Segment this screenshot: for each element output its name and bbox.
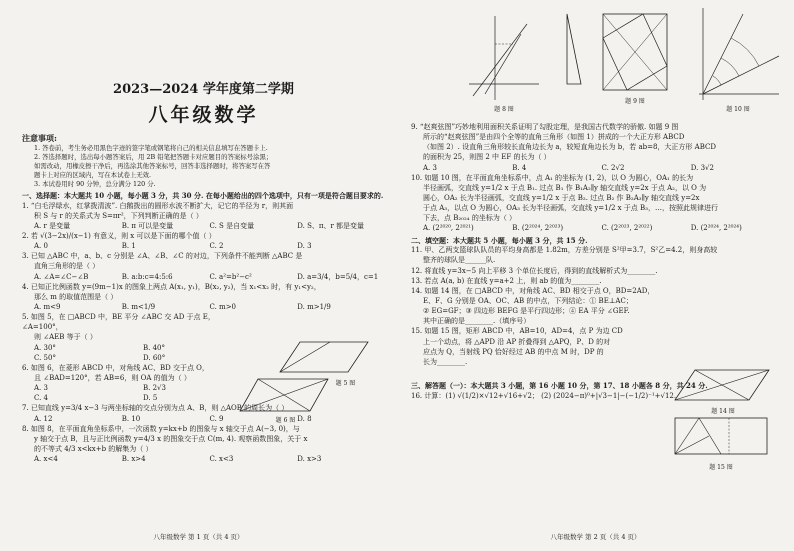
option-d: D. 5 (143, 394, 158, 403)
question-14-cont-3: 其中正确的是________.（填序号） (423, 317, 531, 326)
option-a: A. (2²⁰²⁰, 2²⁰²¹) (423, 224, 474, 233)
question-5-cont: 则 ∠AEB 等于（ ） (34, 333, 97, 342)
option-c: C. m>0 (209, 303, 237, 312)
question-6-options-2 (22, 393, 252, 403)
option-a: A. ∠A=∠C−∠B (34, 272, 89, 281)
footer-page-1: 八年级数学 第 1 页（共 4 页） (153, 533, 244, 541)
option-b: B. 1 (121, 242, 136, 251)
question-5-options-2 (22, 353, 252, 363)
question-9-cont: 所示的“赵爽弦图”是由四个全等的直角三角形（如图 1）拼成的一个大正方形 ABCD (423, 133, 685, 142)
question-5-options (22, 343, 252, 353)
option-c: C. (2²⁰²³, 2²⁰²²) (601, 224, 653, 233)
question-8-cont: y 轴交于点 B，且与正比例函数 y=4/3 x 的图象交于点 C(m, 4). 观察函数图象，关于 x (34, 434, 308, 443)
option-c: C. a²=b²−c² (209, 272, 252, 281)
question-14: 14. 如题 14 图，在 □ABCD 中，对角线 AC、BD 相交于点 O，BD=2AD， (411, 286, 655, 295)
option-d: D. 3√2 (690, 163, 714, 172)
question-10-options (411, 223, 780, 233)
notice-line: 3. 本试卷用时 90 分钟，总分满分 120 分. (34, 179, 156, 188)
option-d: D. S、π、r 都是变量 (297, 221, 365, 230)
question-2-options (22, 241, 385, 251)
option-b: B. 2√3 (143, 384, 166, 393)
figure-9b (597, 8, 673, 105)
question-6-options (22, 383, 252, 393)
option-b: B. a:b:c=4:5:6 (121, 272, 173, 281)
option-c: C. 2 (209, 242, 224, 251)
option-c: C. 4 (34, 394, 49, 403)
option-a: A. m<9 (34, 303, 61, 312)
notice-line: 2. 答选择题时，选出每小题答案后，用 2B 铅笔把答题卡对应题目的答案标号涂黑； (34, 152, 273, 161)
figure-6 (238, 375, 333, 424)
option-c: C. x<3 (209, 455, 234, 464)
question-9-options (411, 163, 780, 173)
figure-9a (559, 10, 589, 90)
question-10-cont-3: 于点 A₃，以点 O 为圆心，OA₃ 长为半径画弧，交直线 y=1/2 x 于点 B₃，…，按照此规律进行 (423, 204, 718, 213)
figure-10 (693, 4, 783, 113)
figure-9-caption: 题 9 图 (625, 98, 645, 105)
option-c: C. 50° (34, 353, 56, 362)
question-15-cont-3: 长为________. (423, 357, 468, 366)
figure-14 (673, 366, 773, 415)
question-3-cont: 直角三角形的是（ ） (34, 262, 100, 271)
option-c: C. 2√2 (601, 163, 625, 172)
question-8: 8. 如图 8，在平面直角坐标系中，一次函数 y=kx+b 的图象与 x 轴交于点 A(−3, 0)，与 (22, 424, 300, 433)
notice-line: 题卡上对应的区域内，写在本试卷上无效. (34, 170, 152, 179)
figure-15 (669, 412, 773, 471)
question-3: 3. 已知 △ABC 中，a、b、c 分别是 ∠A、∠B、∠C 的对边，下列条件不能判断 △ABC 是 (22, 252, 303, 261)
exam-subject: 八年级数学 (148, 104, 259, 126)
question-9: 9. “赵爽弦图”巧妙地利用面积关系证明了勾股定理，是我国古代数学的骄傲. 如题 9 图 (411, 123, 679, 131)
option-d: D. m>1/9 (297, 303, 331, 312)
option-a: A. 30° (34, 343, 56, 352)
question-15: 15. 如题 15 图，矩形 ABCD 中，AB=10，AD=4，点 P 为边 CD (411, 327, 623, 336)
rectangle-fold-diagram (669, 412, 773, 462)
question-10-cont-2: 圆心，OA₂ 长为半径画弧，交直线 y=1/2 x 于点 B₂. 过点 B₂ 作 B₂A₃∥y 轴交直线 y=2x (423, 193, 700, 202)
question-10-cont: 半径画弧，交直线 y=1/2 x 于点 B₁. 过点 B₁ 作 B₁A₂∥y 轴交直线 y=2x 于点 A₂，以 O 为 (423, 183, 707, 192)
figures-row (411, 4, 780, 122)
question-8-options (22, 454, 385, 464)
question-9-cont-3: 的面积为 25，则图 2 中 EF 的长为（ ） (423, 153, 551, 162)
question-4-cont: 那么 m 的取值范围是（ ） (34, 292, 118, 301)
figure-8-caption: 题 8 图 (494, 106, 514, 113)
parallelogram-diagram (278, 338, 373, 378)
option-c: C. S 是自变量 (209, 221, 255, 230)
question-11-cont: 整齐的球队是______队. (423, 256, 496, 265)
spiral-graph-10 (693, 4, 783, 104)
option-b: B. 10 (121, 414, 141, 423)
question-12: 12. 将直线 y=3x−5 向上平移 3 个单位长度后，得到的直线解析式为________. (411, 266, 658, 275)
option-c: C. 9 (209, 414, 224, 423)
function-graph-8 (465, 4, 543, 104)
figure-8 (465, 4, 543, 113)
option-b: B. 4 (512, 163, 527, 172)
question-4-options (22, 302, 385, 312)
question-14-cont-2: ② EG=GF；③ 四边形 BEFG 是平行四边形；④ EA 平分 ∠GEF. (423, 307, 630, 316)
rhombus-diagram (238, 375, 333, 415)
notice-header: 注意事项: (22, 133, 57, 143)
zhao-shuang-diagram (597, 8, 673, 96)
option-d: D. 3 (297, 242, 312, 251)
notice-line: 如需改动，用橡皮擦干净后，再选涂其他答案标号，回答非选择题时，将答案写在答 (34, 161, 271, 170)
question-15-cont: 上一个动点，将 △APD 沿 AP 折叠得到 △APQ，P、D 的对 (423, 337, 611, 346)
footer-page-2: 八年级数学 第 2 页（共 4 页） (550, 533, 641, 541)
question-6-cont: 且 ∠BAD=120°，若 AB=6，则 OA 的值为（ ） (34, 374, 191, 383)
option-d: D. 60° (143, 353, 166, 362)
option-b: B. π 可以是变量 (121, 221, 174, 230)
question-4: 4. 已知正比例函数 y=(9m−1)x 的图象上两点 A(x₁, y₁)，B(x₂, y₂)，当 x₁<x₂ 时，有 y₁<y₂， (22, 282, 321, 291)
question-5: 5. 如图 5，在 □ABCD 中，BE 平分 ∠ABC 交 AD 于点 E，∠A=100°， (22, 313, 215, 332)
figure-10-caption: 题 10 图 (726, 106, 750, 113)
question-1-cont: 积 S 与 r 的关系式为 S=πr²，下列判断正确的是（ ） (34, 211, 203, 220)
option-a: A. 3 (423, 163, 437, 172)
option-a: A. 12 (34, 414, 53, 423)
question-7: 7. 已知直线 y=3/4 x−3 与两坐标轴的交点分别为点 A、B，则 △AOB 的周长为（ ） (22, 404, 289, 413)
question-10-cont-4: 下去，点 B₂₀₂₄ 的坐标为（ ） (423, 214, 517, 223)
question-16: 16. 计算：(1) √(1/2)×√12+√16+√2； (2) (2024−π)⁰+|√3−1|−(−1/2)⁻¹+√12. (411, 391, 677, 400)
option-a: A. 0 (34, 242, 48, 251)
section-1-heading: 一、选择题：本大题共 10 小题，每小题 3 分，共 30 分. 在每小题给出的四个选项中，只有一项是符合题目要求的. (22, 190, 384, 200)
section-3-heading: 三、解答题（一）：本大题共 3 小题，第 16 小题 10 分，第 17、18 小题各 8 分，共 24 分. (411, 381, 708, 391)
option-a: A. 3 (34, 384, 48, 393)
option-b: B. 40° (143, 343, 166, 352)
question-14-cont: E、F、G 分别是 OA、OC、AB 的中点，下列结论：① BE⊥AC； (423, 297, 633, 306)
figure-6-caption: 题 6 图 (275, 417, 296, 424)
question-8-cont-2: 的不等式 4/3 x<kx+b 的解集为（ ） (34, 445, 153, 454)
question-1-options (22, 221, 385, 231)
option-d: D. 8 (297, 414, 312, 423)
question-1: 1. “白毛浮绿水，红掌拨清波”. 白鹅拨出的圆形水波不断扩大，记它的半径为 r，则其面 (22, 201, 294, 210)
figure-5-caption: 题 5 图 (335, 380, 356, 387)
question-3-options (22, 272, 385, 282)
option-a: A. r 是变量 (34, 221, 71, 230)
question-6: 6. 如图 6，在菱形 ABCD 中，对角线 AC、BD 交于点 O， (22, 363, 209, 372)
question-11: 11. 甲、乙两支篮球队队员的平均身高都是 1.82m，方差分别是 S²甲=3.7，S²乙=4.2，则身高较 (411, 246, 718, 255)
option-a: A. x<4 (34, 455, 58, 464)
figure-14-caption: 题 14 图 (711, 408, 735, 415)
exam-year: 2023—2024 学年度第二学期 (113, 82, 294, 97)
question-2: 2. 若 √(3−2x)/(x−1) 有意义，则 x 可以是下面的哪个值（ ） (22, 232, 216, 241)
page-2 (397, 0, 794, 551)
question-15-cont-2: 应点为 Q，当射线 PQ 恰好经过 AB 的中点 M 时，DP 的 (423, 347, 604, 356)
section-2-heading: 二、填空题：本大题共 5 小题，每小题 3 分，共 15 分. (411, 235, 588, 245)
right-triangle-diagram (559, 10, 589, 90)
question-10: 10. 如题 10 图，在平面直角坐标系中，点 A₁ 的坐标为 (1, 2)，以 O 为圆心，OA₁ 的长为 (411, 173, 694, 182)
notice-line: 1. 答卷前，考生务必用黑色字迹的签字笔或钢笔将自己的相关信息填写在答题卡上. (34, 144, 268, 152)
option-d: D. (2²⁰²⁴, 2²⁰²⁴) (690, 224, 742, 233)
option-d: D. x>3 (297, 455, 322, 464)
question-9-cont-2: （如图 2）. 设直角三角形较长直角边长为 a，较短直角边长为 b，若 ab=8，大正方形 ABCD (423, 143, 716, 152)
figure-15-caption: 题 15 图 (709, 464, 733, 471)
option-b: B. m<1/9 (121, 303, 156, 312)
option-d: D. a=3/4，b=5/4，c=1 (297, 272, 379, 281)
parallelogram-diagram-14 (673, 366, 773, 406)
question-13: 13. 若点 A(a, b) 在直线 y=a+2 上，则 ab 的值为________. (411, 276, 602, 285)
option-b: B. x>4 (121, 455, 146, 464)
option-b: B. (2²⁰²⁴, 2²⁰²³) (512, 224, 564, 233)
